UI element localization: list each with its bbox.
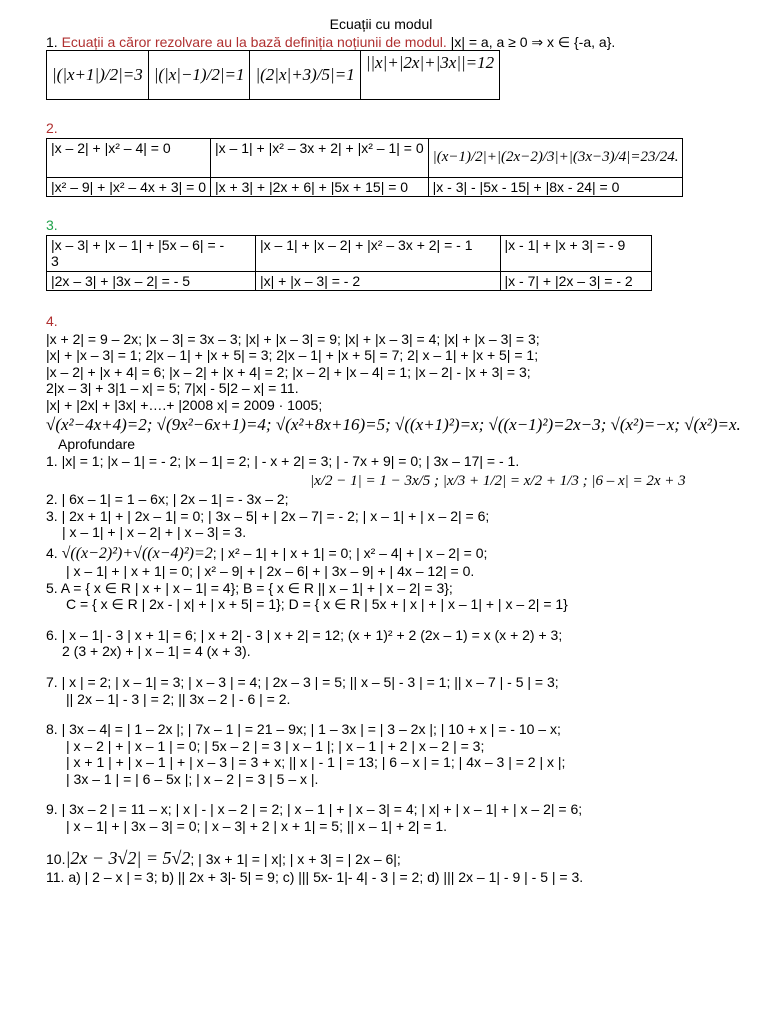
- exercise-line: 3. | 2x + 1| + | 2x – 1| = 0; | 3x – 5| + | 2x – 7| = - 2; | x – 1| + | x – 2| = 6;: [46, 507, 490, 524]
- exercise-line: 8. | 3x – 4| = | 1 – 2x |; | 7x – 1 | = 21 – 9x; | 1 – 3x | = | 3 – 2x |; | 10 + x | = - 10 – x;: [46, 721, 561, 738]
- exercise-line: 5. A = { x ∈ R | x + | x – 1| = 4}; B = { x ∈ R || x – 1| + | x – 2| = 3};: [46, 579, 453, 596]
- exercise-line: | x – 1| + | x – 2| + | x – 3| = 3.: [62, 524, 247, 541]
- exercise-line: | x – 1| + | x + 1| = 0; | x² – 9| + | 2x – 6| + | 3x – 9| + | 4x – 12| = 0.: [66, 563, 475, 580]
- section-2-table: [46, 138, 683, 198]
- exercise-line: 2 (3 + 2x) + | x – 1| = 4 (x + 3).: [62, 643, 251, 660]
- section-4-line: 2|x – 3| + 3|1 – x| = 5; 7|x| - 5|2 – x| = 11.: [46, 380, 299, 397]
- table-cell: |x – 1| + |x² – 3x + 2| + |x² – 1| = 0: [211, 138, 429, 177]
- exercise-line: 9. | 3x – 2 | = 11 – x; | x | - | x – 2 | = 2; | x – 1 | + | x – 3| = 4; | x| + | x – 1| + | x – 2| = 6;: [46, 801, 583, 818]
- table-cell: |x – 1| + |x – 2| + |x² – 3x + 2| = - 1: [256, 235, 501, 271]
- section-4-radicals: √(x²−4x+4)=2; √(9x²−6x+1)=4; √(x²+8x+16)=5; √((x+1)²)=x; √((x−1)²)=2x−3; √(x²)=−x; √(x²)=x.: [46, 415, 741, 435]
- exercise-line: | x – 2 | + | x – 1 | = 0; | 5x – 2 | = 3 | x – 1 |; | x – 1 | + 2 | x – 2 | = 3;: [66, 737, 485, 754]
- table-cell: |2x – 3| + |3x – 2| = - 5: [47, 271, 256, 291]
- table-cell: |x| + |x – 3| = - 2: [256, 271, 501, 291]
- section-4-line: |x – 2| + |x + 4| = 6; |x – 2| + |x + 4| = 2; |x – 2| + |x – 4| = 1; |x – 2| - |x + 3| = 3;: [46, 363, 531, 380]
- table-row: [47, 235, 652, 271]
- table-cell: |(x−1)/2|+|(2x−2)/3|+|(3x−3)/4|=23/24.: [428, 138, 683, 177]
- table-cell: |x - 3| - |5x - 15| + |8x - 24| = 0: [428, 177, 683, 197]
- table-cell: |x – 2| + |x² – 4| = 0: [47, 138, 211, 177]
- table-row: [47, 51, 500, 100]
- section-1-heading: [46, 34, 736, 51]
- section-1-table: [46, 50, 500, 100]
- table-row: [47, 177, 683, 197]
- exercise-line: 2. | 6x – 1| = 1 – 6x; | 2x – 1| = - 3x – 2;: [46, 490, 289, 507]
- table-cell: ||x|+|2x|+|3x||=12: [360, 51, 499, 100]
- exercise-line: | 3x – 1 | = | 6 – 5x |; | x – 2 | = 3 | 5 – x |.: [66, 770, 319, 787]
- exercise-line: 10.|2x − 3√2| = 5√2; | 3x + 1| = | x|; | x + 3| = | 2x – 6|;: [46, 848, 401, 869]
- table-row: [47, 271, 652, 291]
- exercise-line: 6. | x – 1| - 3 | x + 1| = 6; | x + 2| - 3 | x + 2| = 12; (x + 1)² + 2 (2x – 1) = x (x + 2) + 3;: [46, 626, 563, 643]
- table-cell: |x + 3| + |2x + 6| + |5x + 15| = 0: [211, 177, 429, 197]
- table-cell: |(2|x|+3)/5|=1: [250, 51, 360, 100]
- exercise-line: 4. √((x−2)²)+√((x−4)²)=2; | x² – 1| + | x + 1| = 0; | x² – 4| + | x – 2| = 0;: [46, 544, 488, 562]
- table-row: [47, 138, 683, 177]
- section-4-line: |x| + |x – 3| = 1; 2|x – 1| + |x + 5| = 3; 2|x – 1| + |x + 5| = 7; 2| x – 1| + |x + 5| = 1;: [46, 347, 539, 364]
- section-4-line: |x + 2| = 9 – 2x; |x – 3| = 3x – 3; |x| + |x – 3| = 9; |x| + |x – 3| = 4; |x| + |x – 3| = 3;: [46, 330, 540, 347]
- section-1-label: Ecuații a căror rezolvare au la bază definiția noțiunii de modul.: [61, 33, 447, 50]
- section-4-number: 4.: [46, 313, 58, 330]
- section-3-number: 3.: [46, 217, 58, 234]
- exercise-line: | x + 1 | + | x – 1 | + | x – 3 | = 3 + x; || x | - 1 | = 13; | 6 – x | = 1; | 4x – 3 | = 2 | x |;: [66, 754, 566, 771]
- section-3-table: [46, 235, 652, 292]
- exercise-line: | x – 1| + | 3x – 3| = 0; | x – 3| + 2 | x + 1| = 5; || x – 1| + 2| = 1.: [66, 817, 448, 834]
- table-cell: |x - 1| + |x + 3| = - 9: [500, 235, 651, 271]
- exercise-line: 7. | x | = 2; | x – 1| = 3; | x – 3 | = 4; | 2x – 3 | = 5; || x – 5| - 3 | = 1; || x – 7 | - 5 | = 3;: [46, 673, 559, 690]
- exercise-line: C = { x ∈ R | 2x - | x| + | x + 5| = 1}; D = { x ∈ R | 5x + | x | + | x – 1| + | x – 2| = 1}: [66, 596, 568, 613]
- section-1-number: 1.: [46, 33, 62, 50]
- exercise-line: |x/2 − 1| = 1 − 3x/5 ; |x/3 + 1/2| = x/2 + 1/3 ; |6 – x| = 2x + 3: [310, 473, 686, 490]
- table-cell: |x² – 9| + |x² – 4x + 3| = 0: [47, 177, 211, 197]
- table-cell: |x - 7| + |2x – 3| = - 2: [500, 271, 651, 291]
- section-4-line: |x| + |2x| + |3x| +….+ |2008 x| = 2009 · 1005;: [46, 396, 323, 413]
- section-2-number: 2.: [46, 120, 58, 137]
- document-page: [46, 16, 741, 886]
- table-cell: |(|x+1|)/2|=3: [47, 51, 149, 100]
- table-cell: |(|x|−1)/2|=1: [148, 51, 250, 100]
- exercise-line: 1. |x| = 1; |x – 1| = - 2; |x – 1| = 2; | - x + 2| = 3; | - 7x + 9| = 0; | 3x – 17| = - 1.: [46, 452, 520, 469]
- exercise-line: 11. a) | 2 – x | = 3; b) || 2x + 3|- 5| = 9; c) ||| 5x- 1|- 4| - 3 | = 2; d) ||| 2x – 1| - 9 | - 5 | = 3.: [46, 869, 584, 886]
- exercise-line: || 2x – 1| - 3 | = 2; || 3x – 2 | - 6 | = 2.: [66, 690, 291, 707]
- table-cell: |x – 3| + |x – 1| + |5x – 6| = - 3: [47, 235, 256, 271]
- document-title: Ecuații cu modul: [329, 16, 433, 32]
- section-1-definition: |x| = a, a ≥ 0 ⇒ x ∈ {-a, a}.: [446, 33, 616, 50]
- aprofundare-heading: Aprofundare: [58, 436, 136, 453]
